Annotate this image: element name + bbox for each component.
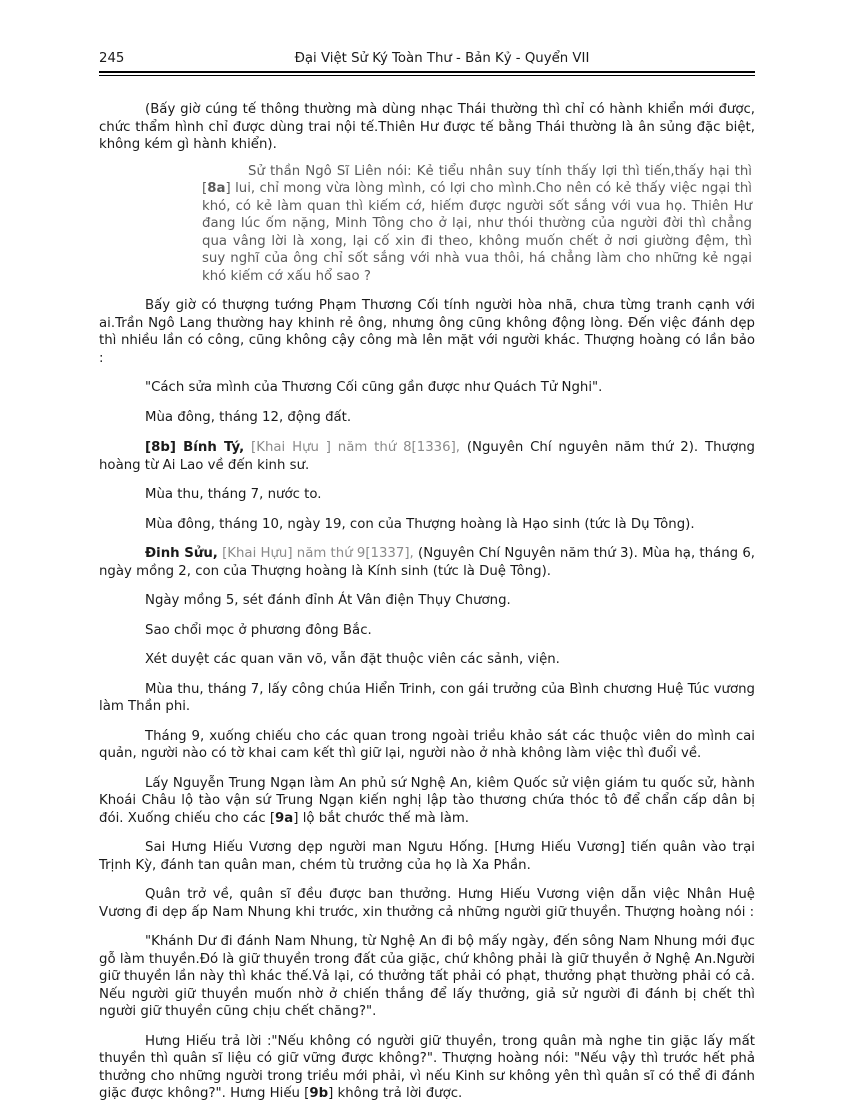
folio-marker: 8a: [207, 181, 226, 196]
quotation: "Cách sửa mình của Thương Cối cũng gần được như Quách Tử Nghi".: [145, 380, 603, 395]
paragraph: Quân trở về, quân sĩ đều được ban thưởng. Hưng Hiếu Vương viện dẫn việc Nhân Huệ Vương đi dẹp ấp Nam Nhung khi trước, xin thưởng cả những người giữ thuyền. Thượng hoàng nói :: [99, 887, 755, 920]
page-body: [99, 101, 755, 1103]
header-rule-thin: [99, 75, 755, 76]
paragraph: Sao chổi mọc ở phương đông Bắc.: [145, 622, 372, 638]
paragraph: Ngày mồng 5, sét đánh đỉnh Át Vân điện Thụy Chương.: [145, 593, 511, 608]
paragraph: Xét duyệt các quan văn võ, vẫn đặt thuộc viên các sảnh, viện.: [145, 652, 560, 667]
page-header: [99, 48, 755, 70]
reign-year: [Khai Hựu ] năm thứ 8[1336],: [244, 440, 460, 455]
paragraph: Mùa đông, tháng 10, ngày 19, con của Thượng hoàng là Hạo sinh (tức là Dụ Tông).: [145, 516, 695, 532]
paragraph: Mùa thu, tháng 7, lấy công chúa Hiển Trinh, con gái trưởng của Bình chương Huệ Túc vương làm Thần phi.: [99, 681, 755, 714]
paragraph: Tháng 9, xuống chiếu cho các quan trong ngoài triều khảo sát các thuộc viên do mình cai quản, người nào có tờ khai cam kết thì giữ lại, người nào ở nhà không làm việc thì đuổi về.: [99, 728, 755, 761]
paragraph: Hưng Hiếu trả lời :"Nếu không có người giữ thuyền, trong quân mà nghe tin giặc lấy mất thuyền thì quân sĩ liệu có giữ vững được không?". Thượng hoàng nói: "Nếu vậy thì trước hết phả thưởng cho những người trong triều mới phải, vì nếu Kinh sư không yên thì quân sĩ có thể đi đánh giặc được không?". Hưng Hiếu [9b] không trả lời được.: [99, 1033, 755, 1101]
page-number: 245: [99, 51, 125, 66]
year-heading: [8b] Bính Tý,: [145, 440, 245, 455]
year-entry: Đinh Sửu, [Khai Hựu] năm thứ 9[1337], (Nguyên Chí Nguyên năm thứ 3). Mùa hạ, tháng 6, ngày mồng 2, con của Thượng hoàng là Kính sinh (tức là Duệ Tông).: [99, 546, 756, 579]
paragraph: Sai Hưng Hiếu Vương dẹp người man Ngưu Hống. [Hưng Hiếu Vương] tiến quân vào trại Trịnh Kỳ, đánh tan quân man, chém tù trưởng của họ là Xa Phần.: [99, 840, 755, 873]
reign-year: [Khai Hựu] năm thứ 9[1337],: [217, 546, 414, 561]
header-rule-thick: [99, 71, 755, 73]
paragraph: Mùa thu, tháng 7, nước to.: [145, 487, 322, 502]
quotation: "Khánh Dư đi đánh Nam Nhung, từ Nghệ An đi bộ mấy ngày, đến sông Nam Nhung mới đục gỗ làm thuyền.Đó là giữ thuyền trong đất của giặc, chứ không phải là giữ thuyền ở Nghệ An.Người giữ thuyền lần này thì khác thế.Vả lại, có thưởng tất phải có phạt, thưởng phạt thường phải có cả. Nếu người giữ thuyền muốn nhờ ở chiến thắng để lấy thưởng, giả sử người đi đánh bị chết thì người giữ thuyền cũng chịu chết chăng?".: [99, 934, 755, 1019]
paragraph: Lấy Nguyễn Trung Ngạn làm An phủ sứ Nghệ An, kiêm Quốc sử viện giám tu quốc sử, hành Khoái Châu lộ tào vận sứ Trung Ngạn kiến nghị lập tào thương chứa thóc tô để chẩn cấp dân bị đói. Xuống chiếu cho các [9a] lộ bắt chước thế mà làm.: [99, 775, 755, 826]
year-entry: [8b] Bính Tý, [Khai Hựu ] năm thứ 8[1336], (Nguyên Chí nguyên năm thứ 2). Thượng hoàng từ Ai Lao về đến kinh sư.: [99, 440, 755, 473]
paragraph: Bấy giờ có thượng tướng Phạm Thương Cối tính người hòa nhã, chưa từng tranh cạnh với ai.Trần Ngô Lang thường hay khinh rẻ ông, nhưng ông cũng không động lòng. Đến việc đánh dẹp thì nhiều lần có công, cũng không cậy công mà lên mặt với người khác. Thượng hoàng có lần bảo :: [99, 298, 755, 366]
paragraph: (Bấy giờ cúng tế thông thường mà dùng nhạc Thái thường thì chỉ có hành khiển mới được, chức thẩm hình chỉ được dùng trai nội tế.Thiên Hư được tế bằng Thái thường là ân sủng đặc biệt, không kém gì hành khiển).: [99, 102, 755, 152]
running-title: Đại Việt Sử Ký Toàn Thư - Bản Kỷ - Quyển VII: [294, 51, 590, 66]
historian-commentary: Sử thần Ngô Sĩ Liên nói: Kẻ tiểu nhân suy tính thấy lợi thì tiến,thấy hại thì [8a] lui, chỉ mong vừa lòng mình, có lợi cho mình.Cho nên có kẻ thấy việc ngại thì khó, có kẻ làm quan thì kiếm cớ, hiếm được người sốt sắng với vua họ. Thiên Hư đang lúc ốm nặng, Minh Tông cho ở lại, như thói thường của người đời thì chẳng qua vâng lời là xong, lại cố xin đi theo, không muốn chết ở nơi giường đệm, thì suy nghĩ của ông chỉ sốt sắng với nhà vua thôi, há chẳng làm cho những kẻ ngại khó kiếm cớ xấu hổ sao ?: [202, 163, 752, 284]
paragraph: Mùa đông, tháng 12, động đất.: [145, 409, 352, 425]
folio-marker: 9a: [275, 810, 294, 826]
folio-marker: 9b: [309, 1086, 329, 1101]
year-heading: Đinh Sửu,: [145, 546, 218, 561]
